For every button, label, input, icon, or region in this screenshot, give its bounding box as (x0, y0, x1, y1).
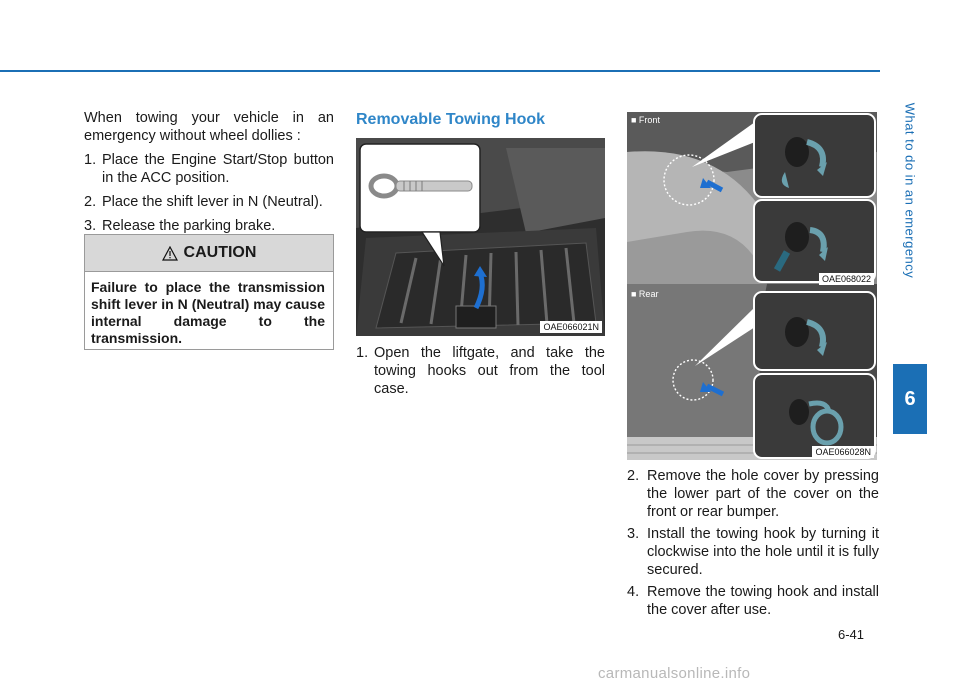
caution-box (84, 234, 334, 350)
step-number: 4. (627, 584, 640, 600)
step-text: Place the Engine Start/Stop button in the ACC position. (102, 152, 334, 186)
list-item (627, 525, 879, 579)
rear-figure-code: OAE066028N (812, 446, 874, 458)
towing-steps (84, 151, 334, 235)
column-right (627, 467, 879, 623)
cargo-area-illustration (356, 138, 605, 336)
section-title: Removable Towing Hook (356, 111, 546, 128)
step-text: Remove the hole cover by pressing the lower part of the cover on the front or rear bumper. (647, 468, 879, 520)
step-number: 2. (627, 468, 640, 484)
caution-header (85, 235, 333, 272)
column-left (84, 109, 334, 241)
hook-steps-1 (356, 344, 605, 398)
column-middle (356, 344, 605, 404)
bumper-illustration (627, 112, 877, 460)
cargo-area-figure (356, 138, 605, 336)
caution-title: CAUTION (183, 244, 257, 261)
list-item (627, 583, 879, 619)
warning-triangle-icon (162, 246, 178, 261)
step-number: 2. (84, 194, 97, 210)
header-rule (0, 70, 880, 72)
step-text: Install the towing hook by turning it clockwise into the hole until it is fully secured. (647, 526, 879, 578)
figure-code: OAE066021N (540, 321, 602, 333)
caution-body: Failure to place the transmission shift lever in N (Neutral) may cause internal damage to the transmission. (91, 279, 325, 346)
watermark: carmanualsonline.info (598, 665, 751, 682)
chapter-number: 6 (904, 387, 916, 410)
list-item (84, 193, 334, 211)
step-text: Remove the towing hook and install the cover after use. (647, 584, 879, 618)
step-number: 3. (84, 218, 97, 234)
hook-steps-2 (627, 467, 879, 619)
chapter-title-text: What to do in an emergency (902, 102, 918, 279)
list-item (627, 467, 879, 521)
rear-label: ■ Rear (631, 289, 659, 299)
list-item (84, 217, 334, 235)
front-label: ■ Front (631, 115, 660, 125)
intro-text: When towing your vehicle in an emergency without wheel dollies : (84, 110, 334, 144)
chapter-title-vertical (893, 18, 927, 363)
step-number: 3. (627, 526, 640, 542)
front-figure-code: OAE068022 (819, 273, 874, 285)
step-text: Release the parking brake. (102, 218, 276, 234)
chapter-tab[interactable] (893, 364, 927, 434)
step-text: Open the liftgate, and take the towing hooks out from the tool case. (374, 345, 605, 397)
page-number: 6-41 (838, 627, 865, 642)
step-text: Place the shift lever in N (Neutral). (102, 194, 323, 210)
step-number: 1. (356, 345, 369, 361)
bumper-figure (627, 112, 877, 460)
list-item (356, 344, 605, 398)
list-item (84, 151, 334, 187)
step-number: 1. (84, 152, 97, 168)
